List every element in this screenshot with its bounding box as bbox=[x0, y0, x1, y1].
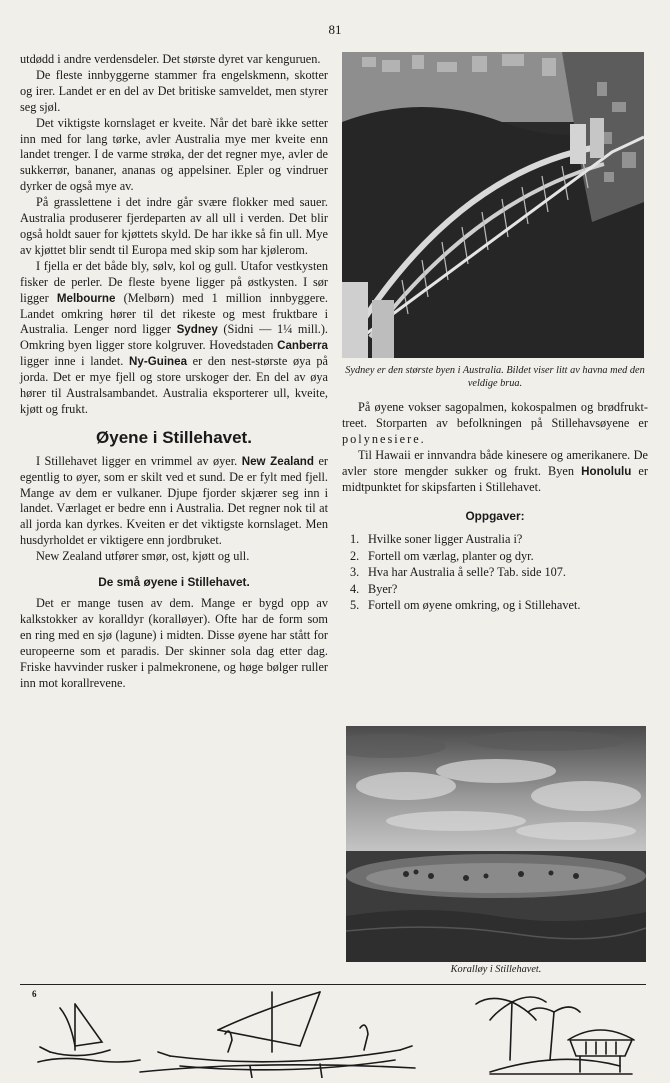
tasks-title: Oppgaver: bbox=[465, 509, 525, 524]
coral-island-caption: Koralløy i Stillehavet. bbox=[450, 964, 542, 975]
task-item: 1. Hvilke soner ligger Australia i? bbox=[350, 532, 523, 547]
place-sydney: Sydney bbox=[176, 323, 218, 337]
paragraph-nz-exports: New Zealand utfører smør, ost, kjøtt og ull. bbox=[36, 549, 250, 564]
paragraph-sheep: På grasslettene i det indre går svære flokker med sauer. Australia produserer fjerdeparten av all ull i verden. Det blir også holdt sauer for kjøttets skyld. De har ikke så fin ull. Mye av kjøttet blir sendt til Europa med skip som har kjølerom. bbox=[20, 195, 328, 257]
paragraph-minerals-cities: I fjella er det både bly, sølv, kol og gull. Utafor vestkysten fisker de perler. De fleste byene ligger på østkysten. I sør ligger Melbourne (Melbørn) med 1 million innbyggere. Landet omkring hører til det rikeste og mest fruktbare i Australia. Lenger nord ligger Sydney (Sidni — 1¼ mill.). Omkring byen ligger store kolgruver. Hovedstaden Canberra ligger inne i landet. Ny-Guinea er den nest-største øya på jorda. Det er mye fjell og store urskoger der. En del av øya hører til Australsambandet. Australia eksporterer ull, kveite, kjøtt og frukt. bbox=[20, 258, 328, 416]
paragraph-small-islands: Det er mange tusen av dem. Mange er bygd opp av kalkstokker av koralldyr (koralløyer). Ofte har de form som en ring med en sjø (lagune) i midten. Disse øyene har stått for europeerne som et paradis. Der skinner sola dag etter dag. Friske havvinder rusker i palmekronene, og høge bølger ruller inn mot korallrevene. bbox=[20, 596, 328, 690]
subsection-title: De små øyene i Stillehavet. bbox=[98, 575, 250, 590]
bridge-caption: Sydney er den største byen i Australia. Bildet viser litt av havna med den veldige brua. bbox=[345, 365, 645, 389]
paragraph-island-plants: På øyene vokser sagopalmen, kokospalmen og brødfrukt-treet. Storparten av befolkningen på Stillehavsøyene er polynesiere. bbox=[342, 400, 648, 446]
footer-mark: 6 bbox=[32, 989, 37, 999]
section-title: Øyene i Stillehavet. bbox=[96, 427, 252, 447]
task-item: 2. Fortell om værlag, planter og dyr. bbox=[350, 548, 534, 563]
paragraph-population: De fleste innbyggerne stammer fra engelskmenn, skotter og irer. Landet er en del av Det britiske samveldet, men styrer seg sjøl. bbox=[20, 67, 328, 114]
place-canberra: Canberra bbox=[277, 339, 328, 353]
place-new-zealand: New Zealand bbox=[241, 454, 314, 468]
page-number: 81 bbox=[328, 22, 342, 37]
place-melbourne: Melbourne bbox=[56, 291, 116, 305]
right-column bbox=[342, 52, 648, 614]
paragraph-hawaii: Til Hawaii er innvandra både kinesere og amerikanere. De avler store mengder sukker og frukt. Byen Honolulu er midtpunktet for skipsfarten i Stillehavet. bbox=[342, 447, 648, 494]
paragraph-agriculture: Det viktigste kornslaget er kveite. Når det barè ikke setter inn med for lang tørke, avler Australia mye mer kveite enn landet trenger. I de varme strøka, der det regner mye, avler de sukkerrør, bananer, ananas og appelsiner. Epler og vindruer dyrker de også mye av. bbox=[20, 115, 328, 194]
task-item: 5. Fortell om øyene omkring, og i Stillehavet. bbox=[350, 598, 581, 613]
paragraph-new-zealand: I Stillehavet ligger en vrimmel av øyer. New Zealand er egentlig to øyer, som er skilt ved et sund. De er fylt med fjell. Mange av dem er vulkaner. Djupe fjorder skjærer seg inn i landet. Værlaget er bedre enn i Australia. Det regner nok til at all jorda kan dyrkes. Kveiten er det viktigste kornslaget. Men husdyrholdet er viktigere enn jordbruket. bbox=[20, 453, 328, 548]
sydney-bridge-photo bbox=[342, 52, 644, 358]
left-column bbox=[20, 52, 328, 691]
paragraph-continuation: utdødd i andre verdensdeler. Det største dyret var kenguruen. bbox=[20, 52, 321, 66]
task-list bbox=[342, 531, 648, 614]
task-item: 3. Hva har Australia å selle? Tab. side 107. bbox=[350, 565, 566, 580]
coral-island-photo bbox=[346, 726, 646, 962]
place-ny-guinea: Ny-Guinea bbox=[129, 355, 188, 369]
footer-rule bbox=[20, 984, 646, 985]
task-item: 4. Byer? bbox=[350, 581, 398, 596]
footer-illustration bbox=[20, 990, 650, 1078]
place-honolulu: Honolulu bbox=[581, 464, 632, 478]
